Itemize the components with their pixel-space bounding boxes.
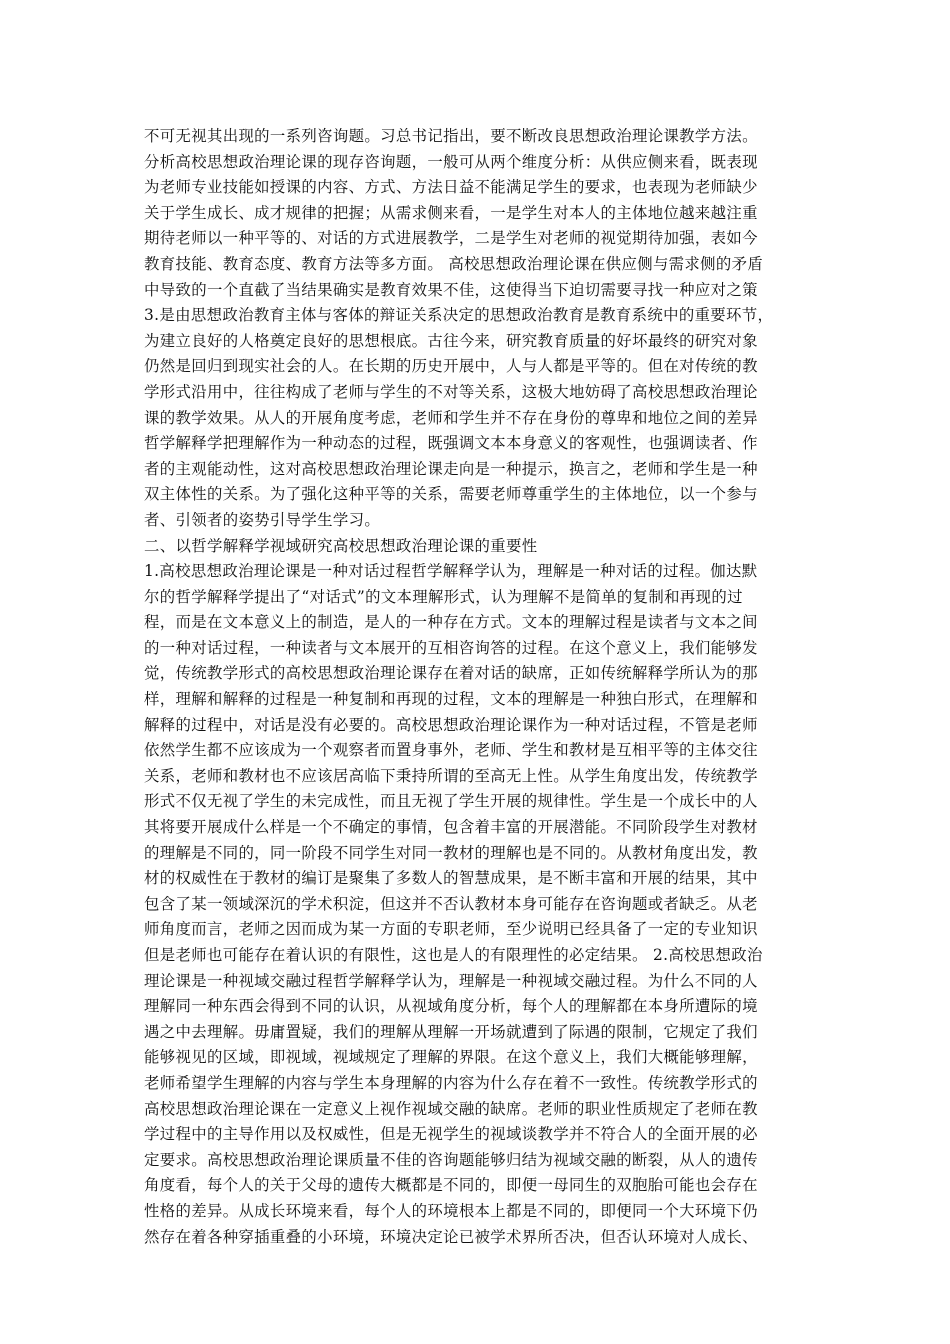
text-line: 形式不仅无视了学生的未完成性，而且无视了学生开展的规律性。学生是一个成长中的人 — [144, 792, 758, 811]
text-line: 解释的过程中，对话是没有必要的。高校思想政治理论课作为一种对话过程，不管是老师 — [144, 715, 758, 734]
text-line: 觉，传统教学形式的高校思想政治理论课存在着对话的缺席，正如传统解释学所认为的那 — [144, 664, 758, 683]
text-line: 然存在着各种穿插重叠的小环境，环境决定论已被学术界所否决，但否认环境对人成长、 — [144, 1227, 758, 1246]
text-line: 仍然是回归到现实社会的人。在长期的历史开展中，人与人都是平等的。但在对传统的教 — [144, 357, 758, 376]
text-line: 哲学解释学把理解作为一种动态的过程，既强调文本本身意义的客观性，也强调读者、作 — [144, 434, 758, 453]
text-line: 分析高校思想政治理论课的现存咨询题，一般可从两个维度分析：从供应侧来看，既表现 — [144, 152, 758, 171]
text-line: 但是老师也可能存在着认识的有限性，这也是人的有限理性的必定结果。 2.高校思想政治 — [144, 946, 763, 964]
body-text — [144, 124, 808, 1250]
text-line: 为建立良好的人格奠定良好的思想根底。古往今来，研究教育质量的好坏最终的研究对象 — [144, 331, 758, 350]
text-line: 双主体性的关系。为了强化这种平等的关系，需要老师尊重学生的主体地位，以一个参与 — [144, 485, 758, 504]
text-line: 不可无视其出现的一系列咨询题。习总书记指出，要不断改良思想政治理论课教学方法。 — [144, 127, 758, 145]
text-line: 遇之中去理解。毋庸置疑，我们的理解从理解一开场就遭到了际遇的限制，它规定了我们 — [144, 1022, 758, 1041]
text-line: 程，而是在文本意义上的制造，是人的一种存在方式。文本的理解过程是读者与文本之间 — [144, 613, 758, 632]
text-line: 为老师专业技能如授课的内容、方式、方法日益不能满足学生的要求，也表现为老师缺少 — [144, 178, 758, 197]
text-line: 角度看，每个人的关于父母的遗传大概都是不同的，即便一母同生的双胞胎可能也会存在 — [144, 1176, 758, 1195]
text-line: 性格的差异。从成长环境来看，每个人的环境根本上都是不同的，即便同一个大环境下仍 — [144, 1201, 758, 1220]
text-line: 理论课是一种视域交融过程哲学解释学认为，理解是一种视域交融过程。为什么不同的人 — [144, 971, 758, 990]
text-line: 的一种对话过程，一种读者与文本展开的互相咨询答的过程。在这个意义上，我们能够发 — [144, 638, 758, 657]
text-line: 3.是由思想政治教育主体与客体的辩证关系决定的思想政治教育是教育系统中的重要环节， — [144, 306, 774, 325]
text-line: 中导致的一个直截了当结果确实是教育效果不佳，这使得当下迫切需要寻找一种应对之策 — [144, 280, 758, 299]
text-line: 样，理解和解释的过程是一种复制和再现的过程，文本的理解是一种独白形式，在理解和 — [144, 690, 758, 709]
text-line: 者的主观能动性，这对高校思想政治理论课走向是一种提示，换言之，老师和学生是一种 — [144, 459, 758, 478]
text-line: 尔的哲学解释学提出了“对话式”的文本理解形式，认为理解不是简单的复制和再现的过 — [144, 587, 743, 606]
text-line: 1.高校思想政治理论课是一种对话过程哲学解释学认为，理解是一种对话的过程。伽达默 — [144, 562, 758, 581]
text-line: 学形式沿用中，往往构成了老师与学生的不对等关系，这极大地妨碍了高校思想政治理论 — [144, 382, 758, 401]
text-line: 关系，老师和教材也不应该居高临下秉持所谓的至高无上性。从学生角度出发，传统教学 — [144, 766, 758, 785]
text-line: 材的权威性在于教材的编订是聚集了多数人的智慧成果，是不断丰富和开展的结果，其中 — [144, 869, 758, 888]
text-line: 的理解是不同的，同一阶段不同学生对同一教材的理解也是不同的。从教材角度出发，教 — [144, 843, 758, 862]
text-line: 期待老师以一种平等的、对话的方式进展教学，二是学生对老师的视觉期待加强，表如今 — [144, 229, 758, 248]
text-line: 高校思想政治理论课在一定意义上视作视域交融的缺席。老师的职业性质规定了老师在教 — [144, 1099, 758, 1118]
text-line: 包含了某一领域深沉的学术积淀，但这并不否认教材本身可能存在咨询题或者缺乏。从老 — [144, 894, 758, 913]
text-line: 老师希望学生理解的内容与学生本身理解的内容为什么存在着不一致性。传统教学形式的 — [144, 1073, 758, 1092]
text-line: 教育技能、教育态度、教育方法等多方面。 高校思想政治理论课在供应侧与需求侧的矛盾 — [144, 254, 764, 273]
text-line: 学过程中的主导作用以及权威性，但是无视学生的视域谈教学并不符合人的全面开展的必 — [144, 1125, 758, 1144]
text-line: 课的教学效果。从人的开展角度考虑，老师和学生并不存在身份的尊卑和地位之间的差异 — [144, 408, 758, 427]
text-line: 者、引领者的姿势引导学生学习。 — [144, 510, 381, 529]
text-line: 定要求。高校思想政治理论课质量不佳的咨询题能够归结为视域交融的断裂，从人的遗传 — [144, 1150, 758, 1169]
text-line: 二、以哲学解释学视域研究高校思想政治理论课的重要性 — [144, 536, 538, 555]
text-line: 师角度而言，老师之因而成为某一方面的专职老师，至少说明已经具备了一定的专业知识 — [144, 920, 758, 939]
text-line: 能够视见的区域，即视域，视域规定了理解的界限。在这个意义上，我们大概能够理解， — [144, 1048, 758, 1067]
text-line: 理解同一种东西会得到不同的认识，从视域角度分析，每个人的理解都在本身所遭际的境 — [144, 997, 758, 1016]
text-line: 其将要开展成什么样是一个不确定的事情，包含着丰富的开展潜能。不同阶段学生对教材 — [144, 818, 758, 837]
text-line: 关于学生成长、成才规律的把握；从需求侧来看，一是学生对本人的主体地位越来越注重 — [144, 203, 758, 222]
text-line: 依然学生都不应该成为一个观察者而置身事外，老师、学生和教材是互相平等的主体交往 — [144, 741, 758, 760]
